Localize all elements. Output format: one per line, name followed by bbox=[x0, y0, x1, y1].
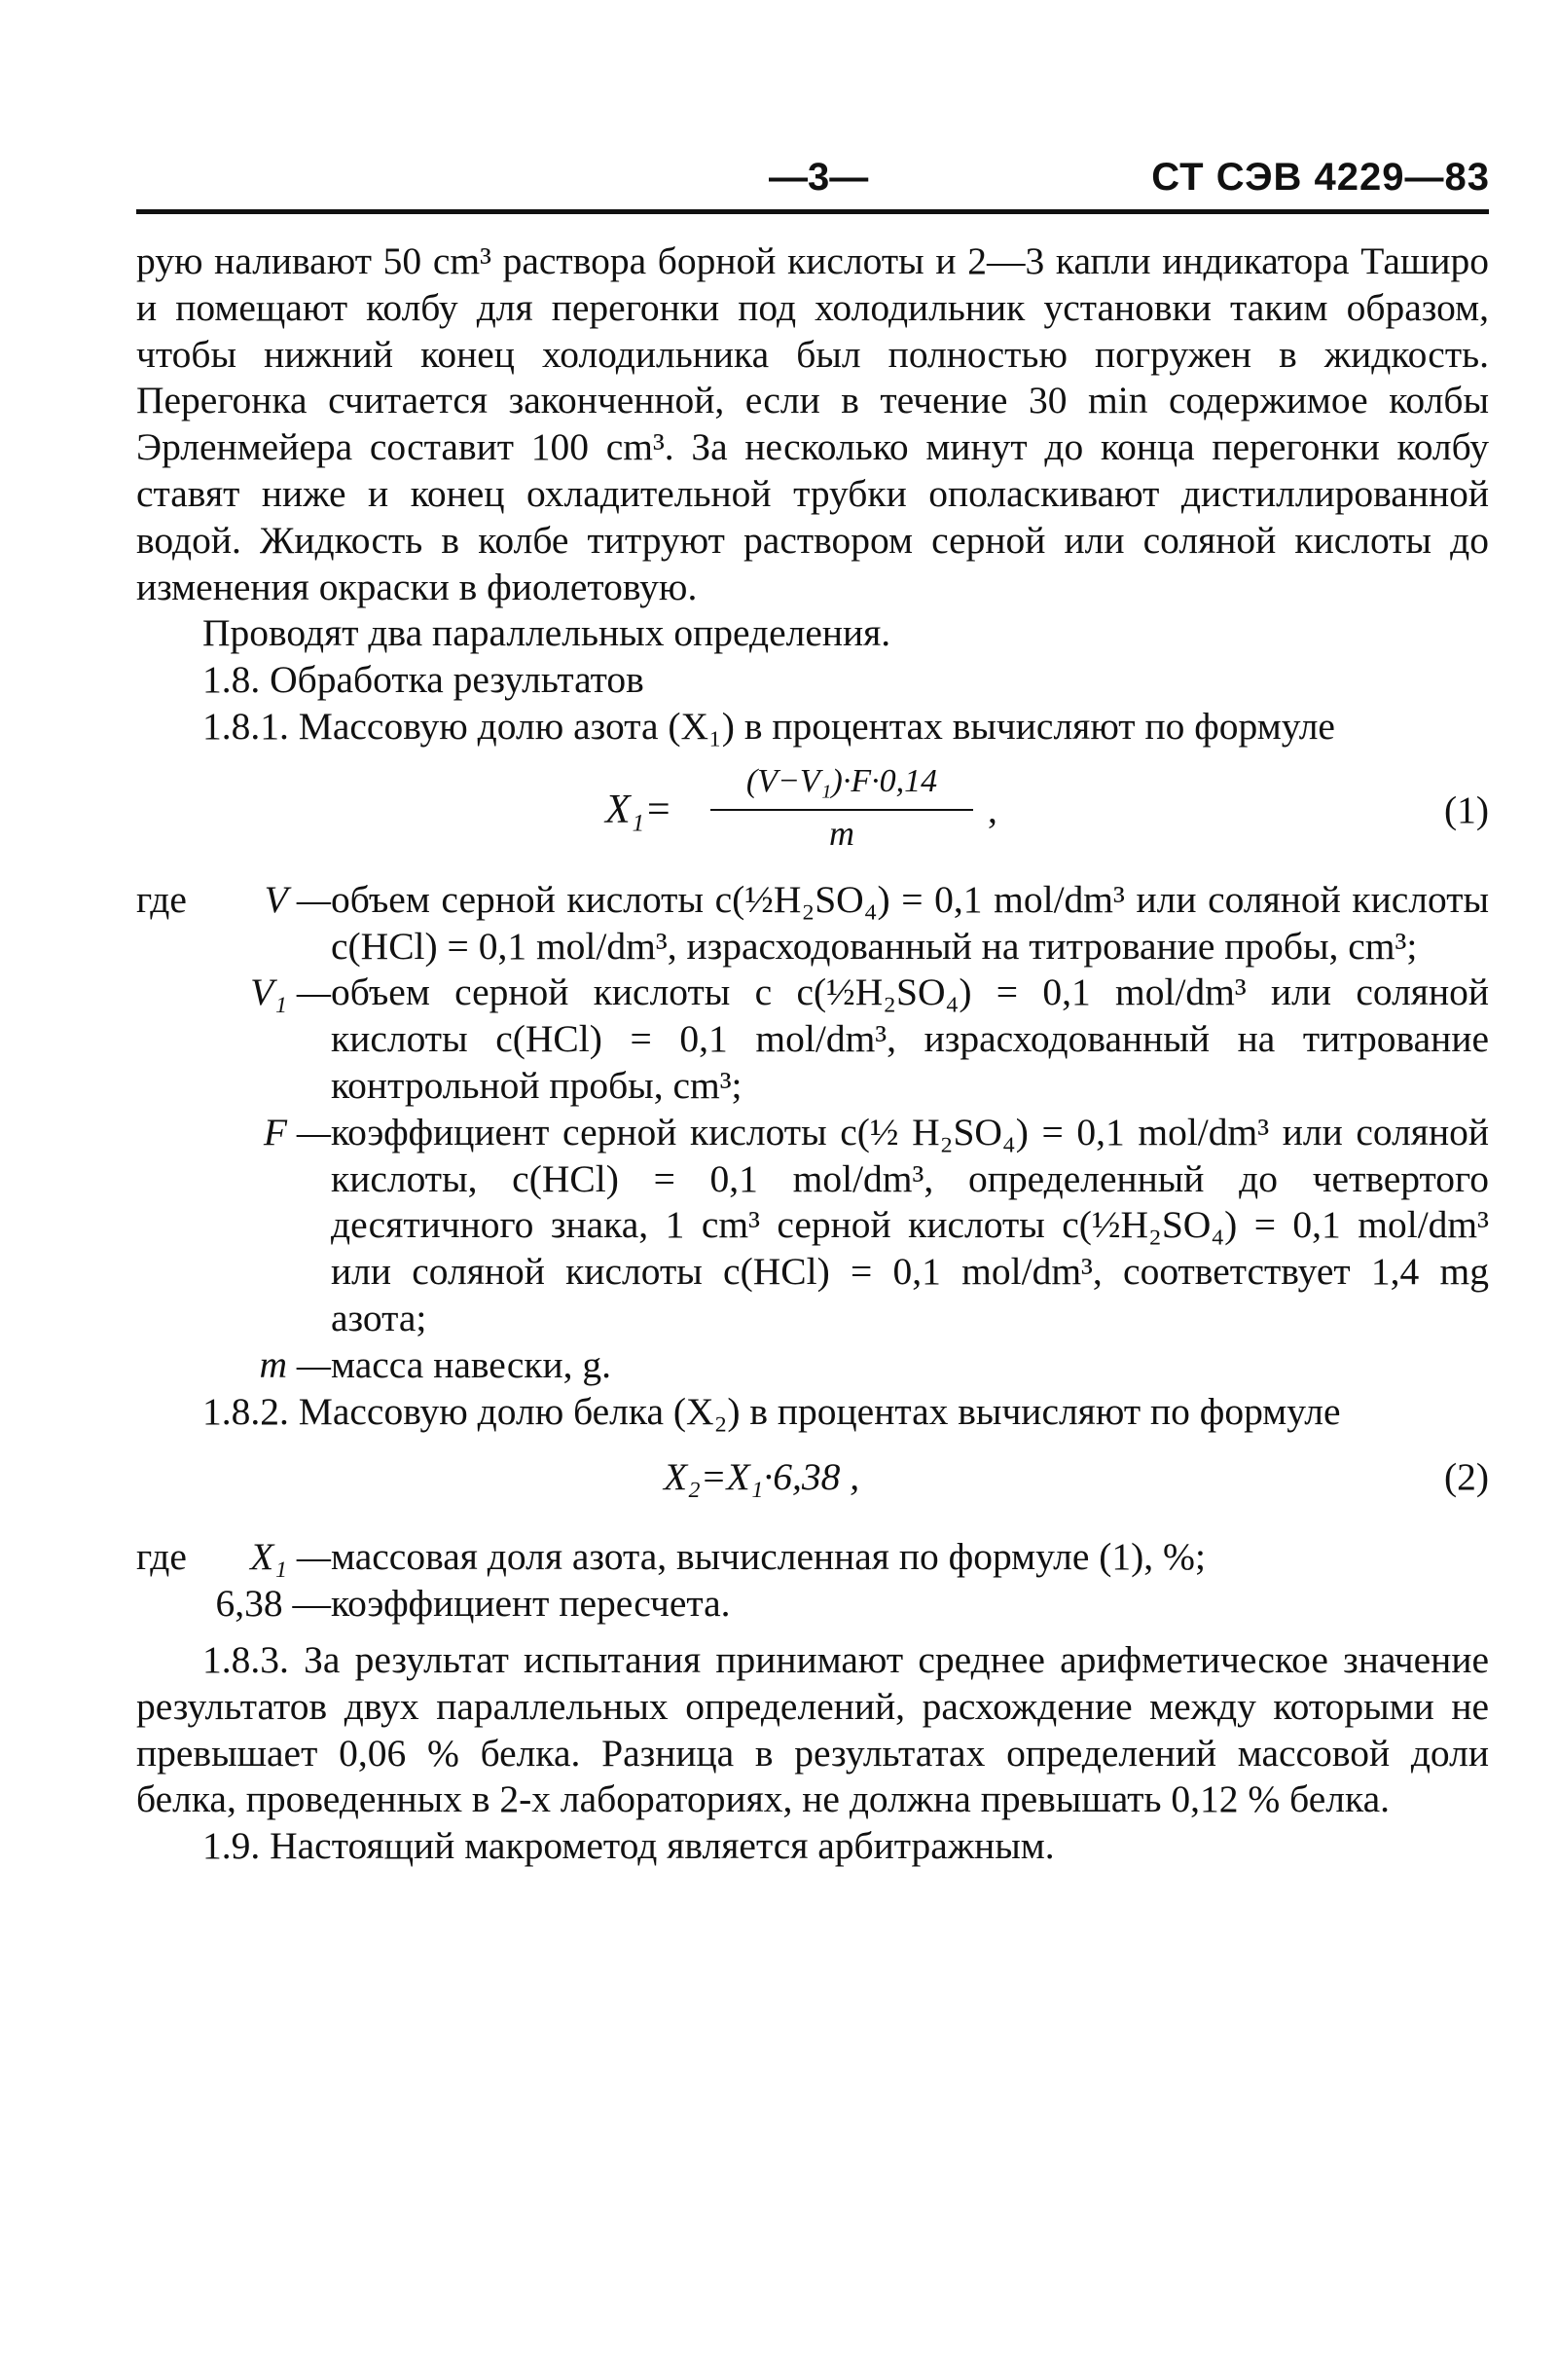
page-header bbox=[0, 156, 1558, 214]
standard-code: СТ СЭВ 4229—83 bbox=[1151, 156, 1490, 199]
paragraph-1-8-3: 1.8.3. За результат испытания принимают среднее арифметическое значение результатов двух параллельных определений, расхождение между которыми не превышает 0,06 % белка. Разница в результатах определений массовой доли белка, проведенных в 2-х лабораториях, не должна превышать 0,12 % белка. bbox=[136, 1637, 1489, 1821]
definition-item bbox=[136, 1342, 1489, 1389]
header-rule bbox=[136, 209, 1489, 214]
definition-item bbox=[136, 1581, 1489, 1628]
definition-item bbox=[136, 877, 1489, 970]
definition-text: масса навески, g. bbox=[331, 1342, 612, 1386]
document-body bbox=[136, 238, 1489, 1870]
definition-symbol: V — bbox=[264, 877, 331, 921]
section-heading-1-8: 1.8. Обработка результатов bbox=[202, 658, 644, 702]
formula-1-denominator: m bbox=[829, 813, 854, 853]
formula-2 bbox=[136, 1445, 1489, 1522]
paragraph-1-8-2: 1.8.2. Массовую долю белка (X₂) в процентах вычисляют по формуле bbox=[202, 1389, 1341, 1433]
definition-symbol: m — bbox=[259, 1342, 331, 1386]
formula-1-number: (1) bbox=[1443, 787, 1489, 831]
paragraph-2: Проводят два параллельных определения. bbox=[202, 611, 891, 655]
page-number: —3— bbox=[769, 156, 869, 199]
paragraph-1-8-1: 1.8.1. Массовую долю азота (X₁) в процентах вычисляют по формуле bbox=[202, 704, 1335, 748]
definition-text: коэффициент серной кислоты c(½ H₂SO₄) = 0,1 mol/dm³ или соляной кислоты, c(HCl) = 0,1 mol/dm³, определенный до четвертого десятичного знака, 1 cm³ серной кислоты c(½H₂SO₄) = 0,1 mol/dm³ или соляной кислоты c(HCl) = 0,1 mol/dm³, соответствует 1,4 mg азота; bbox=[331, 1110, 1489, 1339]
definition-symbol: X₁ — bbox=[250, 1535, 331, 1579]
definition-text: коэффициент пересчета. bbox=[331, 1582, 731, 1626]
definition-lead: где bbox=[136, 877, 187, 921]
formula-2-expression: X₂=X₁·6,38 , bbox=[664, 1455, 860, 1499]
paragraph-1-9: 1.9. Настоящий макрометод является арбитражным. bbox=[202, 1824, 1055, 1868]
formula-1-numerator: (V−V₁)·F·0,14 bbox=[710, 758, 973, 811]
definition-item bbox=[136, 970, 1489, 1109]
definition-item bbox=[136, 1534, 1489, 1581]
formula-1-comma: , bbox=[988, 787, 997, 831]
definition-symbol: F — bbox=[263, 1110, 331, 1153]
definition-text: объем серной кислоты c(½H₂SO₄) = 0,1 mol/dm³ или соляной кислоты c(HCl) = 0,1 mol/dm³, израсходованный на титрование пробы, cm³; bbox=[331, 877, 1489, 968]
definition-text: объем серной кислоты c c(½H₂SO₄) = 0,1 mol/dm³ или соляной кислоты c(HCl) = 0,1 mol/dm³, израсходованный на титрование контрольной пробы, cm³; bbox=[331, 970, 1489, 1107]
formula-1-fraction bbox=[710, 758, 973, 858]
definition-symbol: V₁ — bbox=[250, 970, 331, 1014]
definitions-1 bbox=[136, 877, 1489, 1389]
definition-symbol: 6,38 — bbox=[215, 1582, 331, 1626]
formula-1-lhs: X₁= bbox=[605, 787, 672, 832]
formula-1 bbox=[136, 758, 1489, 865]
definition-text: массовая доля азота, вычисленная по формуле (1), %; bbox=[331, 1535, 1206, 1579]
definitions-2 bbox=[136, 1534, 1489, 1628]
definition-lead: где bbox=[136, 1535, 187, 1579]
definition-item bbox=[136, 1110, 1489, 1342]
paragraph-1: рую наливают 50 cm³ раствора борной кислоты и 2—3 капли индикатора Таширо и помещают колбу для перегонки под холодильник установки таким образом, чтобы нижний конец холодильника был полностью погружен в жидкость. Перегонка считается законченной, если в течение 30 min содержимое колбы Эрленмейера составит 100 cm³. За несколько минут до конца перегонки колбу ставят ниже и конец охладительной трубки ополаскивают дистиллированной водой. Жидкость в колбе титруют раствором серной или соляной кислоты до изменения окраски в фиолетовую. bbox=[136, 239, 1489, 608]
formula-2-number: (2) bbox=[1443, 1455, 1489, 1499]
